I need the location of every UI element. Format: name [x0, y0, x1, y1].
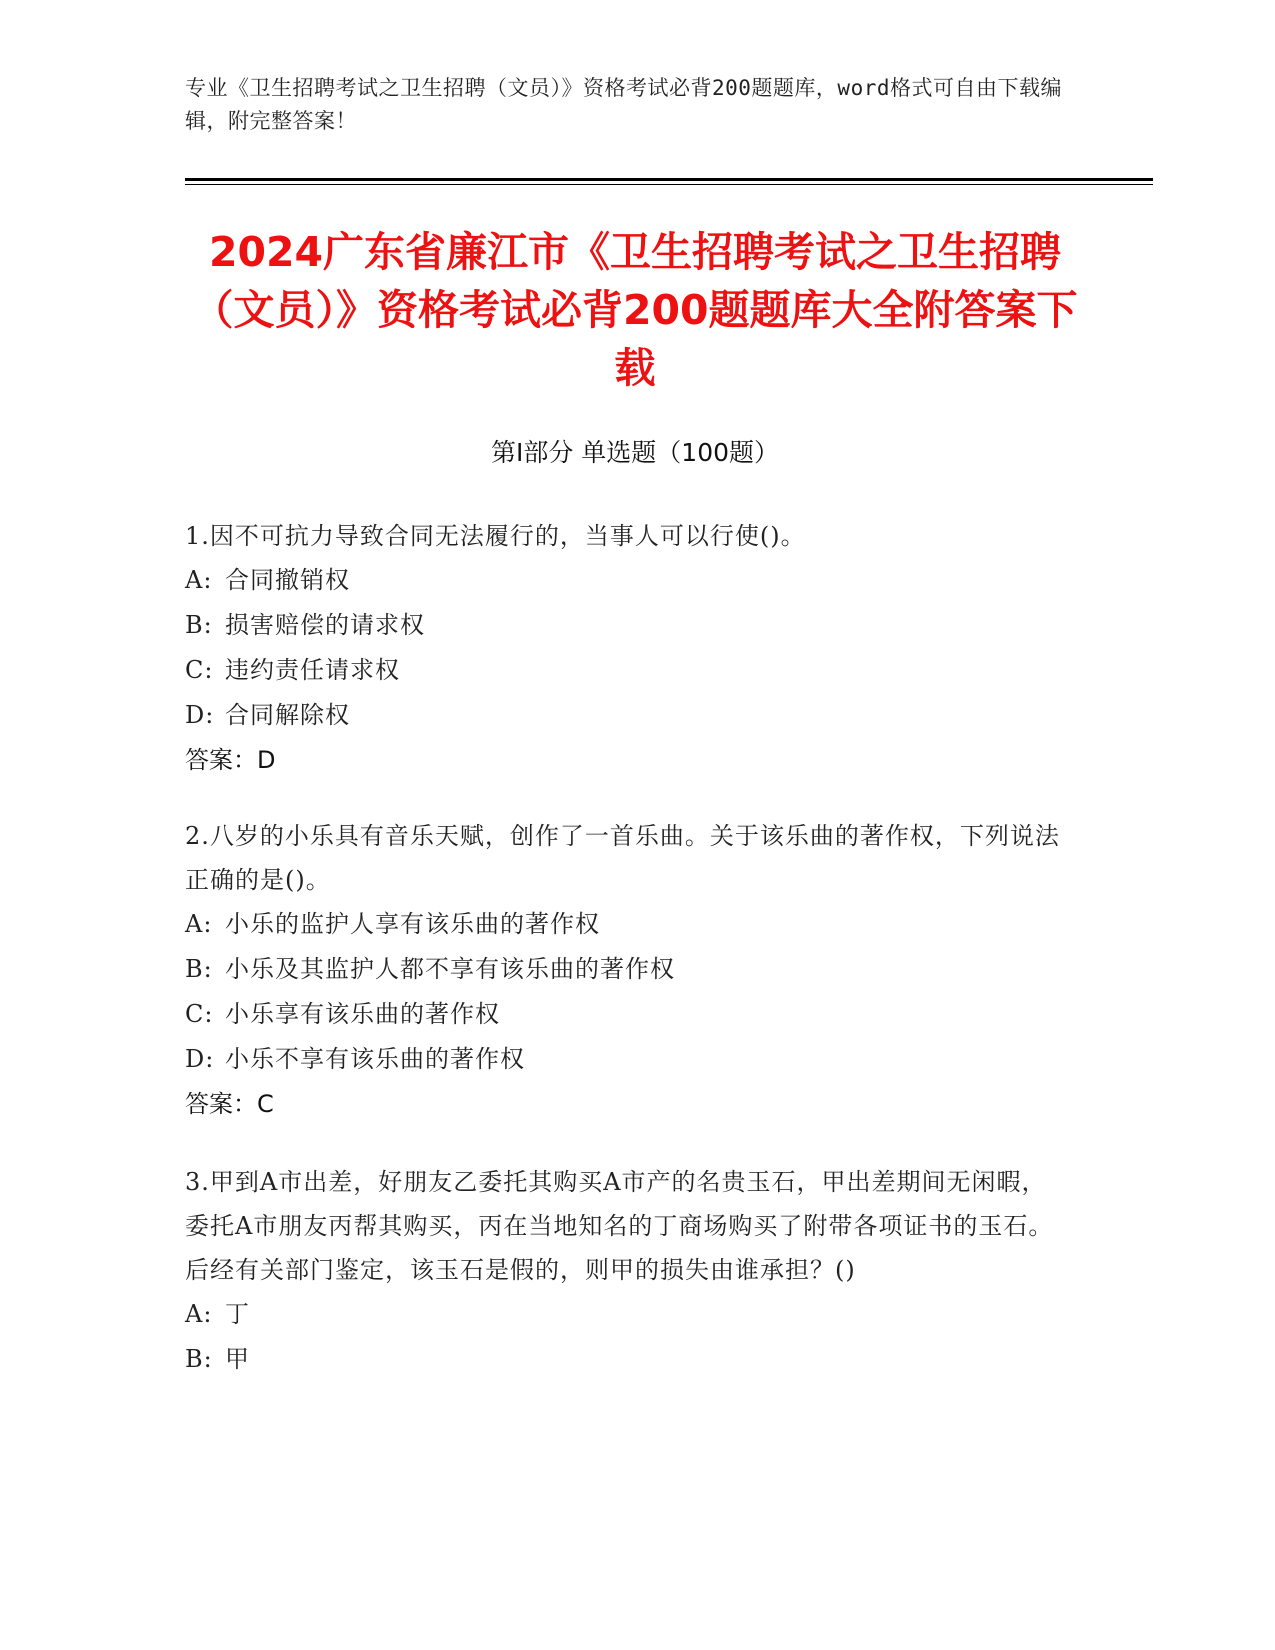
- option-text: 小乐及其监护人都不享有该乐曲的著作权: [225, 955, 675, 983]
- section-title: 第Ⅰ部分 单选题（100题）: [490, 438, 780, 467]
- option-text: 小乐享有该乐曲的著作权: [225, 1000, 500, 1028]
- header-divider-thick: [185, 178, 1153, 181]
- option-text: 小乐的监护人享有该乐曲的著作权: [225, 910, 600, 938]
- option-a: [185, 1292, 1065, 1337]
- option-letter: A:: [185, 566, 213, 594]
- option-b: [185, 947, 1065, 992]
- question-1: [185, 514, 1065, 783]
- option-d: [185, 1037, 1065, 1082]
- option-text: 丁: [225, 1300, 250, 1328]
- option-letter: B:: [185, 1345, 213, 1373]
- option-text: 合同解除权: [225, 701, 350, 729]
- document-title: 2024广东省廉江市《卫生招聘考试之卫生招聘（文员）》资格考试必背200题题库大全附答案下载: [192, 228, 1078, 392]
- answer-line: 答案：C: [185, 1090, 274, 1118]
- option-c: [185, 648, 1065, 693]
- option-a: [185, 902, 1065, 947]
- question-2: [185, 814, 1065, 1127]
- answer-line: 答案：D: [185, 746, 276, 774]
- option-letter: D:: [185, 701, 215, 729]
- option-text: 损害赔偿的请求权: [225, 611, 425, 639]
- option-letter: B:: [185, 611, 213, 639]
- option-letter: D:: [185, 1045, 215, 1073]
- option-d: [185, 693, 1065, 738]
- option-text: 小乐不享有该乐曲的著作权: [225, 1045, 525, 1073]
- question-text: 2.八岁的小乐具有音乐天赋，创作了一首乐曲。关于该乐曲的著作权，下列说法正确的是()。: [185, 822, 1060, 894]
- option-letter: C:: [185, 1000, 214, 1028]
- header-divider-thin: [185, 184, 1153, 185]
- question-3: [185, 1160, 1065, 1382]
- header-note: 专业《卫生招聘考试之卫生招聘（文员）》资格考试必背200题题库，word格式可自由下载编辑，附完整答案！: [185, 76, 1062, 133]
- option-c: [185, 992, 1065, 1037]
- option-letter: B:: [185, 955, 213, 983]
- option-text: 违约责任请求权: [225, 656, 400, 684]
- option-a: [185, 558, 1065, 603]
- option-letter: A:: [185, 1300, 213, 1328]
- option-letter: C:: [185, 656, 214, 684]
- option-b: [185, 1337, 1065, 1382]
- question-text: 3.甲到A市出差，好朋友乙委托其购买A市产的名贵玉石，甲出差期间无闲暇，委托A市朋友丙帮其购买，丙在当地知名的丁商场购买了附带各项证书的玉石。后经有关部门鉴定，该玉石是假的，则甲的损失由谁承担？(): [185, 1168, 1054, 1284]
- option-text: 甲: [225, 1345, 250, 1373]
- question-text: 1.因不可抗力导致合同无法履行的，当事人可以行使()。: [185, 522, 806, 550]
- option-text: 合同撤销权: [225, 566, 350, 594]
- option-letter: A:: [185, 910, 213, 938]
- option-b: [185, 603, 1065, 648]
